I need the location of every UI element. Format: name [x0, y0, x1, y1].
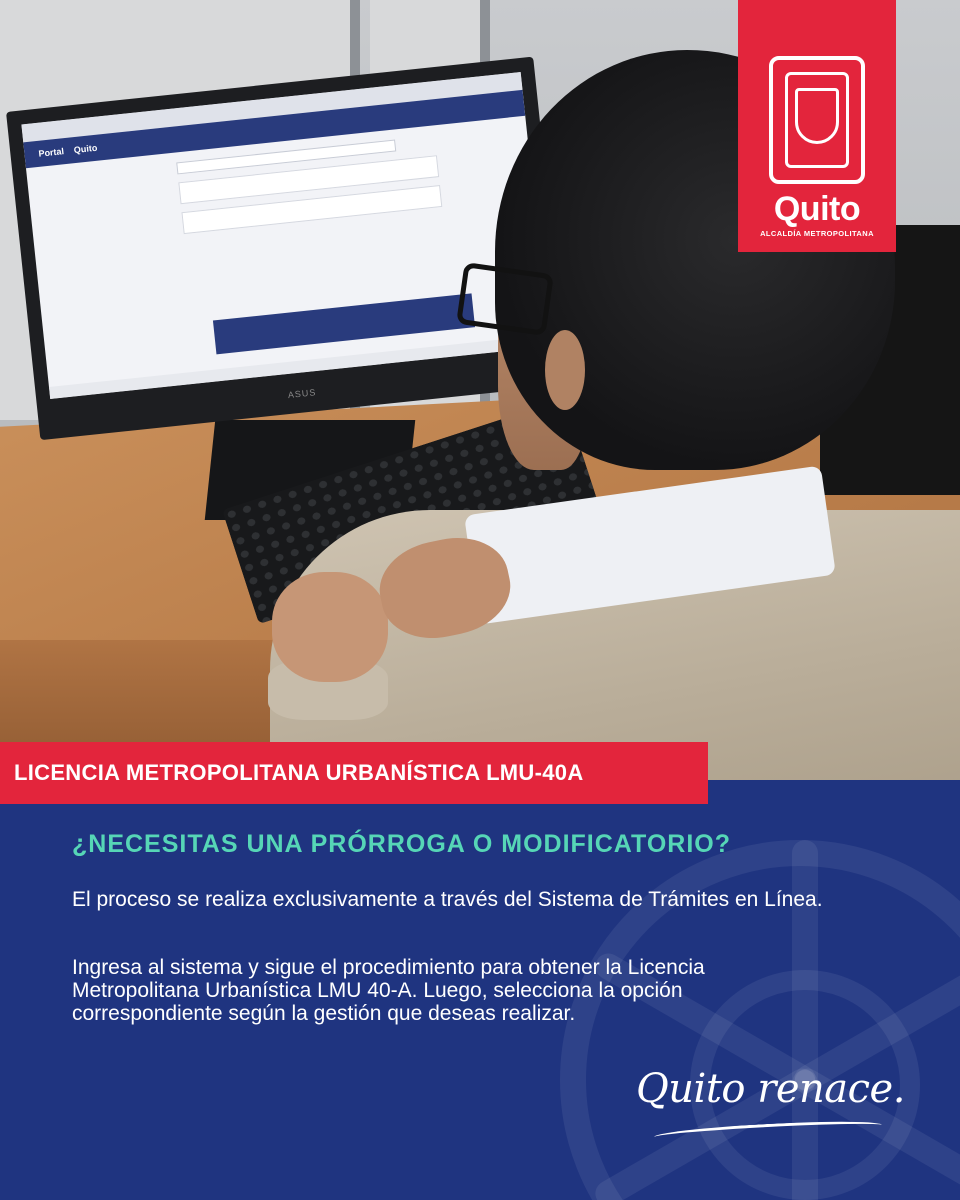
computer-monitor	[6, 57, 568, 441]
banner-title: LICENCIA METROPOLITANA URBANÍSTICA LMU-40A	[14, 760, 584, 785]
body-paragraph-1: El proceso se realiza exclusivamente a través del Sistema de Trámites en Línea.	[72, 888, 823, 911]
headline-question: ¿NECESITAS UNA PRÓRROGA O MODIFICATORIO?	[72, 830, 731, 858]
logo-wordmark: Quito	[773, 190, 861, 228]
person-ear	[545, 330, 585, 410]
logo-subtitle: ALCALDÍA METROPOLITANA	[760, 229, 874, 238]
left-hand	[272, 572, 388, 682]
quito-logo	[738, 0, 896, 252]
glasses	[456, 262, 554, 336]
portal-logo-text: Quito	[73, 142, 98, 156]
portal-form-item	[213, 293, 475, 354]
body-paragraph-2: Ingresa al sistema y sigue el procedimiento para obtener la Licencia Metropolitana Urbanística LMU 40-A. Luego, selecciona la opción correspondiente según la gestión que deseas realizar.	[72, 956, 705, 1025]
monitor-screen	[21, 72, 549, 399]
slogan: Quito renace.	[636, 1066, 905, 1112]
portal-label: Portal	[38, 146, 65, 159]
title-banner	[0, 742, 708, 804]
coat-of-arms-icon	[769, 56, 865, 184]
monitor-brand-label: ASUS	[287, 387, 317, 401]
